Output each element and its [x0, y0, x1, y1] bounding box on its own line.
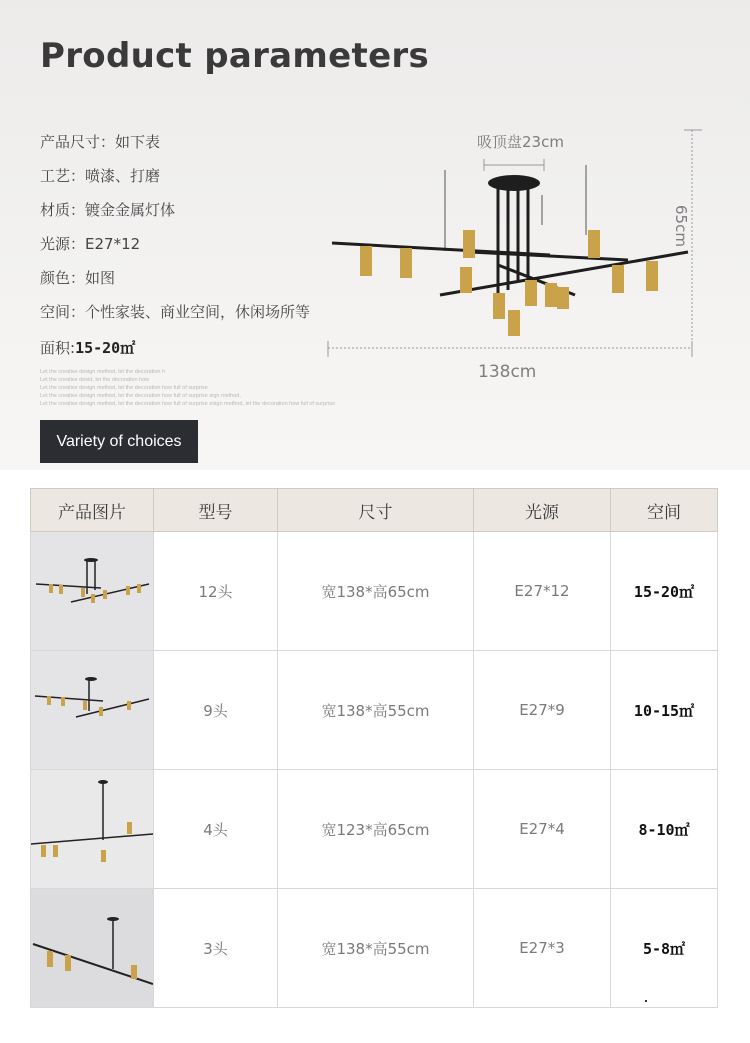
spec-area: 面积:15-20㎡: [40, 339, 136, 357]
spec-size: 产品尺寸：如下表: [40, 133, 161, 151]
decorative-caption: Let the creative design method, let the decoration h Let the creative desid, let the decoration how Let the creative design method, let the decoration how full of surprise Let the creative design method, let the decoration how full of surprise sign method, Let the creative design method, let the decoration how full of surprise esign method, let the decoration how full of surprise: [40, 369, 336, 407]
product-image-4-head: [31, 770, 154, 889]
size-cell: 宽123*高65cm: [278, 770, 474, 889]
product-parameters-table: [30, 488, 718, 1008]
header-size: 尺寸: [278, 489, 474, 532]
product-image-3-head: [31, 889, 154, 1008]
variety-of-choices-badge: Variety of choices: [40, 420, 198, 463]
table-row: [31, 889, 718, 1008]
product-image-12-head: [31, 532, 154, 651]
spec-material: 材质：镀金金属灯体: [40, 201, 176, 219]
model-cell: 3头: [154, 889, 278, 1008]
size-cell: 宽138*高65cm: [278, 532, 474, 651]
product-image-9-head: [31, 651, 154, 770]
page-title: Product parameters: [40, 36, 430, 76]
header-light-source: 光源: [474, 489, 611, 532]
width-dimension: 138cm: [478, 362, 537, 382]
light-cell: E27*9: [474, 651, 611, 770]
height-dimension: 65cm: [672, 205, 690, 247]
spec-color: 颜色：如图: [40, 269, 116, 287]
header-space: 空间: [611, 489, 718, 532]
model-cell: 12头: [154, 532, 278, 651]
space-cell: 10-15㎡: [611, 651, 718, 770]
model-cell: 4头: [154, 770, 278, 889]
decorative-dot: [645, 1000, 647, 1002]
header-product-image: 产品图片: [31, 489, 154, 532]
light-cell: E27*12: [474, 532, 611, 651]
size-cell: 宽138*高55cm: [278, 651, 474, 770]
chandelier-diagram: [320, 115, 710, 365]
table-row: [31, 651, 718, 770]
table-row: [31, 770, 718, 889]
space-cell: 5-8㎡: [611, 889, 718, 1008]
ceiling-plate-dimension: 吸顶盘23cm: [477, 133, 564, 151]
table-row: [31, 532, 718, 651]
spec-space: 空间：个性家装、商业空间，休闲场所等: [40, 303, 311, 321]
space-cell: 15-20㎡: [611, 532, 718, 651]
spec-craft: 工艺：喷漆、打磨: [40, 167, 161, 185]
model-cell: 9头: [154, 651, 278, 770]
light-cell: E27*4: [474, 770, 611, 889]
size-cell: 宽138*高55cm: [278, 889, 474, 1008]
table-header-row: [31, 489, 718, 532]
header-model: 型号: [154, 489, 278, 532]
spec-light-source: 光源：E27*12: [40, 235, 141, 253]
light-cell: E27*3: [474, 889, 611, 1008]
space-cell: 8-10㎡: [611, 770, 718, 889]
